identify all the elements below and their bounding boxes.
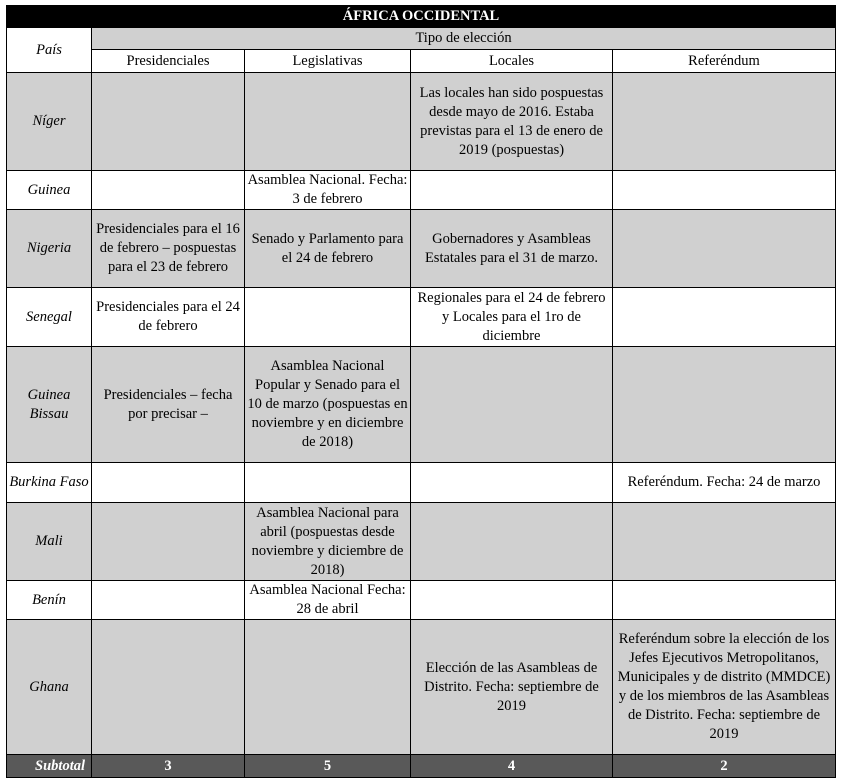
column-header-row [7, 50, 836, 73]
legislativas-cell: Asamblea Nacional Popular y Senado para el 10 de marzo (pospuestas en noviembre y en diciembre de 2018) [245, 347, 411, 463]
column-header-presidenciales: Presidenciales [92, 50, 245, 73]
table-row-guinea [7, 171, 836, 210]
presidenciales-cell [92, 463, 245, 503]
table-row-niger [7, 73, 836, 171]
country-cell: Burkina Faso [7, 463, 92, 503]
locales-cell [411, 347, 613, 463]
referendum-cell [613, 347, 836, 463]
presidenciales-cell [92, 503, 245, 581]
table-title: ÁFRICA OCCIDENTAL [7, 6, 836, 28]
table-row-nigeria [7, 210, 836, 288]
presidenciales-cell [92, 620, 245, 755]
country-cell: Guinea Bissau [7, 347, 92, 463]
country-cell: Benín [7, 581, 92, 620]
presidenciales-cell [92, 73, 245, 171]
subtotal-label: Subtotal [7, 755, 92, 778]
table-row-mali [7, 503, 836, 581]
country-cell: Ghana [7, 620, 92, 755]
legislativas-cell [245, 463, 411, 503]
column-header-legislativas: Legislativas [245, 50, 411, 73]
referendum-cell [613, 581, 836, 620]
legislativas-cell: Asamblea Nacional para abril (pospuestas desde noviembre y diciembre de 2018) [245, 503, 411, 581]
country-cell: Mali [7, 503, 92, 581]
subtotal-row [7, 755, 836, 778]
legislativas-cell: Asamblea Nacional Fecha: 28 de abril [245, 581, 411, 620]
legislativas-cell [245, 73, 411, 171]
locales-cell: Las locales han sido pospuestas desde mayo de 2016. Estaba previstas para el 13 de enero de 2019 (pospuestas) [411, 73, 613, 171]
subtotal-legislativas: 5 [245, 755, 411, 778]
presidenciales-cell [92, 581, 245, 620]
presidenciales-cell: Presidenciales – fecha por precisar – [92, 347, 245, 463]
locales-cell [411, 171, 613, 210]
presidenciales-cell [92, 171, 245, 210]
locales-cell: Gobernadores y Asambleas Estatales para el 31 de marzo. [411, 210, 613, 288]
subtotal-referendum: 2 [613, 755, 836, 778]
group-header-row [7, 28, 836, 50]
table-row-guinea-bissau [7, 347, 836, 463]
referendum-cell [613, 288, 836, 347]
referendum-cell [613, 503, 836, 581]
presidenciales-cell: Presidenciales para el 24 de febrero [92, 288, 245, 347]
referendum-cell [613, 210, 836, 288]
locales-cell: Regionales para el 24 de febrero y Locales para el 1ro de diciembre [411, 288, 613, 347]
table-row-senegal [7, 288, 836, 347]
table-row-ghana [7, 620, 836, 755]
legislativas-cell: Senado y Parlamento para el 24 de febrero [245, 210, 411, 288]
column-header-locales: Locales [411, 50, 613, 73]
locales-cell [411, 503, 613, 581]
subtotal-locales: 4 [411, 755, 613, 778]
elections-table [6, 5, 836, 778]
title-row [7, 6, 836, 28]
table-row-benin [7, 581, 836, 620]
presidenciales-cell: Presidenciales para el 16 de febrero – pospuestas para el 23 de febrero [92, 210, 245, 288]
locales-cell [411, 581, 613, 620]
referendum-cell: Referéndum. Fecha: 24 de marzo [613, 463, 836, 503]
subtotal-presidenciales: 3 [92, 755, 245, 778]
legislativas-cell [245, 620, 411, 755]
election-type-header: Tipo de elección [92, 28, 836, 50]
table-row-burkina-faso [7, 463, 836, 503]
referendum-cell [613, 73, 836, 171]
referendum-cell: Referéndum sobre la elección de los Jefes Ejecutivos Metropolitanos, Municipales y de distrito (MMDCE) y de los miembros de las Asambleas de Distrito. Fecha: septiembre de 2019 [613, 620, 836, 755]
referendum-cell [613, 171, 836, 210]
country-cell: Senegal [7, 288, 92, 347]
locales-cell [411, 463, 613, 503]
column-header-referendum: Referéndum [613, 50, 836, 73]
legislativas-cell: Asamblea Nacional. Fecha: 3 de febrero [245, 171, 411, 210]
country-cell: Nigeria [7, 210, 92, 288]
country-cell: Níger [7, 73, 92, 171]
country-header: País [7, 28, 92, 73]
country-cell: Guinea [7, 171, 92, 210]
legislativas-cell [245, 288, 411, 347]
locales-cell: Elección de las Asambleas de Distrito. Fecha: septiembre de 2019 [411, 620, 613, 755]
